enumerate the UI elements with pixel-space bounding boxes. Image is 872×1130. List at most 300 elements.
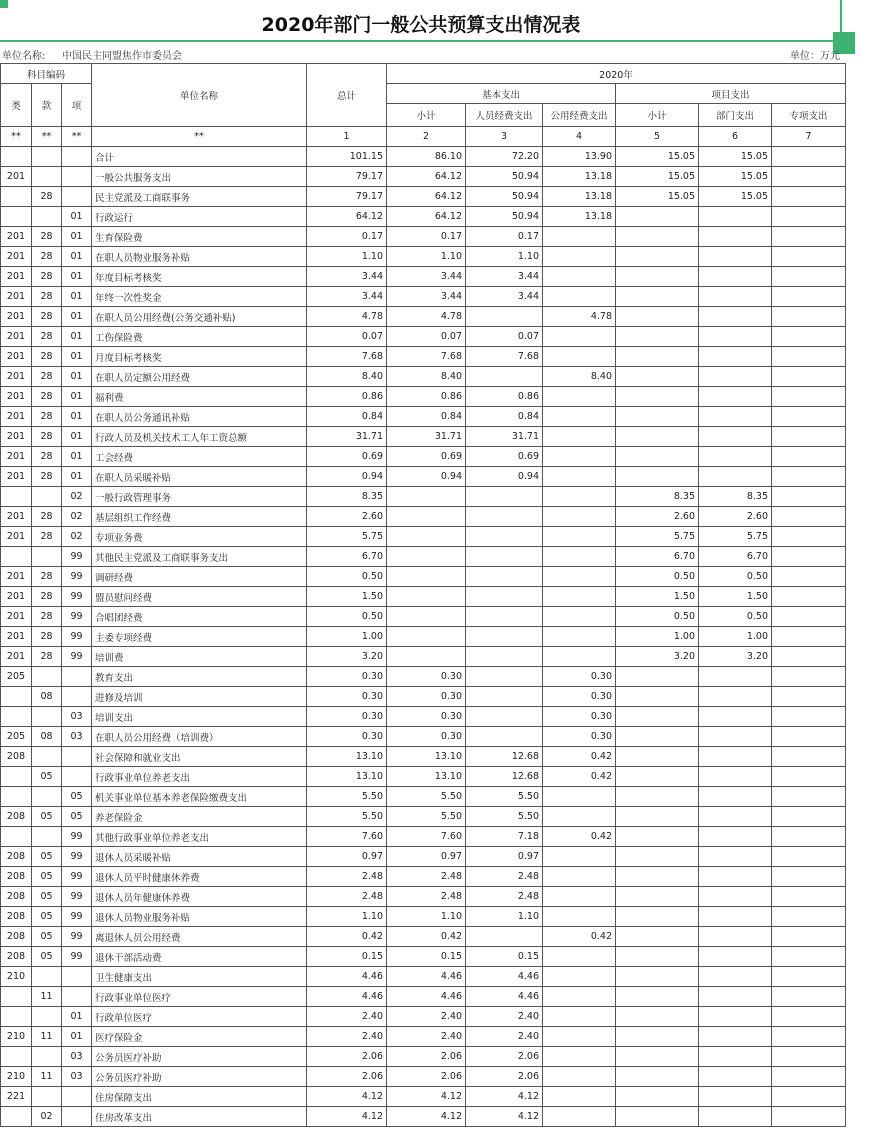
basic-subtotal-cell: 3.44 [387,267,466,287]
dept-cell: 1.00 [699,627,772,647]
xiang-cell: 99 [62,607,92,627]
basic-subtotal-cell: 5.50 [387,787,466,807]
kuan-cell: 05 [32,887,62,907]
dept-cell [699,907,772,927]
dept-cell [699,287,772,307]
item-name-cell: 主委专项经费 [92,627,307,647]
total-cell: 7.68 [307,347,387,367]
kuan-cell [32,967,62,987]
special-expense-header: 专项支出 [772,104,846,127]
basic-subtotal-cell: 4.46 [387,967,466,987]
project-subtotal-cell [616,967,699,987]
personnel-cell [466,507,543,527]
total-cell: 3.44 [307,267,387,287]
dept-cell [699,427,772,447]
public-cell: 0.30 [543,687,616,707]
item-name-cell: 生育保险费 [92,227,307,247]
lei-cell [1,767,32,787]
project-subtotal-cell [616,367,699,387]
item-name-cell: 在职人员公用经费(公务交通补贴) [92,307,307,327]
public-cell [543,907,616,927]
dept-cell [699,1027,772,1047]
lei-cell: 201 [1,287,32,307]
special-cell [772,147,846,167]
total-cell: 0.50 [307,607,387,627]
dept-cell: 0.50 [699,567,772,587]
project-subtotal-header: 小计 [616,104,699,127]
table-row [1,1007,846,1027]
personnel-cell: 5.50 [466,787,543,807]
table-row [1,187,846,207]
xiang-cell: 99 [62,587,92,607]
personnel-cell: 7.68 [466,347,543,367]
total-cell: 0.86 [307,387,387,407]
xiang-cell [62,687,92,707]
kuan-cell: 05 [32,907,62,927]
page-title: 2020年部门一般公共预算支出情况表 [261,14,581,36]
basic-subtotal-cell: 0.07 [387,327,466,347]
kuan-cell: 28 [32,367,62,387]
personnel-cell [466,567,543,587]
dept-cell [699,887,772,907]
lei-cell: 201 [1,267,32,287]
dept-cell [699,1007,772,1027]
personnel-expense-header: 人员经费支出 [466,104,543,127]
project-subtotal-cell [616,887,699,907]
project-subtotal-cell [616,447,699,467]
public-cell [543,847,616,867]
dept-cell [699,307,772,327]
item-name-cell: 在职人员物业服务补贴 [92,247,307,267]
public-cell: 13.18 [543,187,616,207]
table-row [1,907,846,927]
total-cell: 2.40 [307,1027,387,1047]
personnel-cell: 4.46 [466,967,543,987]
public-cell [543,487,616,507]
lei-cell [1,1047,32,1067]
public-cell [543,1027,616,1047]
project-expense-header: 项目支出 [616,84,846,104]
total-cell: 13.10 [307,767,387,787]
xiang-cell: 01 [62,1007,92,1027]
basic-subtotal-cell: 13.10 [387,747,466,767]
dept-cell: 8.35 [699,487,772,507]
basic-subtotal-cell: 1.10 [387,907,466,927]
public-cell [543,227,616,247]
personnel-cell: 0.86 [466,387,543,407]
lei-cell: 205 [1,667,32,687]
personnel-cell: 2.06 [466,1047,543,1067]
total-cell: 31.71 [307,427,387,447]
lei-cell: 208 [1,747,32,767]
personnel-cell: 3.44 [466,287,543,307]
special-cell [772,427,846,447]
table-row [1,927,846,947]
table-row [1,327,846,347]
special-cell [772,787,846,807]
total-header: 总计 [307,64,387,127]
special-cell [772,967,846,987]
table-row [1,1087,846,1107]
xiang-cell: 03 [62,1047,92,1067]
total-cell: 1.00 [307,627,387,647]
xiang-cell: 01 [62,247,92,267]
basic-subtotal-cell: 2.06 [387,1047,466,1067]
lei-cell: 201 [1,627,32,647]
public-cell [543,967,616,987]
column-index-cell: 4 [543,127,616,147]
project-subtotal-cell: 6.70 [616,547,699,567]
kuan-cell: 28 [32,287,62,307]
public-cell [543,447,616,467]
xiang-cell [62,147,92,167]
lei-cell: 201 [1,327,32,347]
project-subtotal-cell [616,927,699,947]
lei-cell: 208 [1,867,32,887]
kuan-cell [32,707,62,727]
lei-cell: 201 [1,467,32,487]
kuan-cell: 05 [32,947,62,967]
xiang-cell [62,1087,92,1107]
table-row [1,427,846,447]
kuan-cell: 28 [32,347,62,367]
kuan-cell [32,787,62,807]
personnel-cell: 0.69 [466,447,543,467]
column-index-row [1,127,846,147]
personnel-cell: 2.06 [466,1067,543,1087]
kuan-cell: 28 [32,387,62,407]
xiang-cell [62,747,92,767]
kuan-cell: 28 [32,507,62,527]
basic-subtotal-cell [387,567,466,587]
public-cell [543,507,616,527]
total-cell: 0.69 [307,447,387,467]
lei-cell: 201 [1,367,32,387]
total-cell: 101.15 [307,147,387,167]
public-cell [543,1007,616,1027]
kuan-cell [32,147,62,167]
personnel-cell: 5.50 [466,807,543,827]
table-row [1,467,846,487]
xiang-cell: 02 [62,527,92,547]
lei-cell [1,707,32,727]
personnel-cell [466,547,543,567]
total-cell: 2.06 [307,1067,387,1087]
kuan-cell [32,1047,62,1067]
kuan-cell [32,547,62,567]
basic-subtotal-cell [387,487,466,507]
table-row [1,387,846,407]
special-cell [772,187,846,207]
table-row [1,767,846,787]
special-cell [772,927,846,947]
basic-subtotal-cell: 7.68 [387,347,466,367]
lei-cell: 201 [1,307,32,327]
total-cell: 0.50 [307,567,387,587]
total-cell: 2.06 [307,1047,387,1067]
dept-cell [699,207,772,227]
dept-cell: 2.60 [699,507,772,527]
kuan-cell: 28 [32,327,62,347]
dept-cell [699,1047,772,1067]
item-name-cell: 住房保障支出 [92,1087,307,1107]
item-name-cell: 退休干部活动费 [92,947,307,967]
xiang-cell [62,967,92,987]
public-cell [543,1087,616,1107]
project-subtotal-cell [616,1047,699,1067]
dept-cell [699,987,772,1007]
project-subtotal-cell [616,387,699,407]
total-cell: 13.10 [307,747,387,767]
project-subtotal-cell [616,827,699,847]
unit-name-label: 单位名称: [2,51,46,62]
table-row [1,867,846,887]
project-subtotal-cell [616,347,699,367]
column-index-cell: 1 [307,127,387,147]
dept-cell [699,407,772,427]
item-name-cell: 公务员医疗补助 [92,1047,307,1067]
total-cell: 4.12 [307,1107,387,1127]
public-cell [543,587,616,607]
special-cell [772,1007,846,1027]
dept-cell [699,747,772,767]
special-cell [772,1107,846,1127]
total-cell: 4.46 [307,987,387,1007]
kuan-cell: 28 [32,427,62,447]
special-cell [772,587,846,607]
item-name-cell: 专项业务费 [92,527,307,547]
lei-cell: 201 [1,587,32,607]
xiang-cell [62,767,92,787]
lei-cell [1,207,32,227]
public-cell: 0.30 [543,707,616,727]
public-cell [543,987,616,1007]
personnel-cell: 0.84 [466,407,543,427]
special-cell [772,367,846,387]
basic-subtotal-cell: 31.71 [387,427,466,447]
project-subtotal-cell [616,207,699,227]
public-cell [543,347,616,367]
project-subtotal-cell [616,747,699,767]
public-cell [543,407,616,427]
lei-cell [1,147,32,167]
xiang-cell: 01 [62,307,92,327]
kuan-cell: 11 [32,1027,62,1047]
dept-cell: 5.75 [699,527,772,547]
table-row [1,987,846,1007]
public-cell: 0.42 [543,747,616,767]
kuan-cell: 28 [32,467,62,487]
kuan-cell: 28 [32,407,62,427]
total-cell: 0.42 [307,927,387,947]
basic-subtotal-cell: 64.12 [387,167,466,187]
special-cell [772,687,846,707]
basic-subtotal-cell: 64.12 [387,207,466,227]
personnel-cell [466,727,543,747]
kuan-cell [32,167,62,187]
personnel-cell: 1.10 [466,247,543,267]
basic-subtotal-cell: 0.42 [387,927,466,947]
public-cell: 13.18 [543,167,616,187]
xiang-cell: 01 [62,427,92,447]
public-cell [543,267,616,287]
personnel-cell: 0.07 [466,327,543,347]
lei-cell: 210 [1,1027,32,1047]
table-row [1,1027,846,1047]
dept-cell: 0.50 [699,607,772,627]
basic-subtotal-cell: 0.86 [387,387,466,407]
table-row [1,707,846,727]
basic-subtotal-cell: 7.60 [387,827,466,847]
xiang-cell: 01 [62,227,92,247]
public-cell: 13.90 [543,147,616,167]
personnel-cell: 0.94 [466,467,543,487]
item-name-cell: 公务员医疗补助 [92,1067,307,1087]
dept-cell [699,447,772,467]
kuan-cell: 28 [32,607,62,627]
xiang-cell [62,987,92,1007]
dept-cell [699,347,772,367]
project-subtotal-cell [616,1007,699,1027]
item-name-cell: 退休人员平时健康休养费 [92,867,307,887]
table-row [1,1067,846,1087]
item-name-cell: 教育支出 [92,667,307,687]
table-row [1,827,846,847]
special-cell [772,867,846,887]
table-row [1,1107,846,1127]
personnel-cell [466,687,543,707]
special-cell [772,247,846,267]
table-row [1,567,846,587]
table-row [1,267,846,287]
special-cell [772,1087,846,1107]
public-cell [543,607,616,627]
special-cell [772,647,846,667]
xiang-cell: 99 [62,887,92,907]
table-row [1,947,846,967]
public-cell [543,527,616,547]
item-name-cell: 退休人员年健康休养费 [92,887,307,907]
project-subtotal-cell [616,787,699,807]
item-name-cell: 养老保险金 [92,807,307,827]
kuan-cell [32,667,62,687]
special-cell [772,1027,846,1047]
basic-subtotal-cell: 2.48 [387,887,466,907]
public-cell: 0.42 [543,927,616,947]
lei-cell: 201 [1,347,32,367]
table-row [1,607,846,627]
lei-cell: 201 [1,527,32,547]
kuan-cell: 28 [32,187,62,207]
item-name-cell: 进修及培训 [92,687,307,707]
basic-subtotal-cell: 0.30 [387,667,466,687]
basic-subtotal-cell: 4.12 [387,1087,466,1107]
dept-cell [699,1087,772,1107]
project-subtotal-cell [616,1087,699,1107]
personnel-cell: 31.71 [466,427,543,447]
public-cell [543,887,616,907]
xiang-cell: 01 [62,447,92,467]
project-subtotal-cell: 1.50 [616,587,699,607]
basic-subtotal-cell [387,627,466,647]
basic-subtotal-cell: 0.15 [387,947,466,967]
item-name-cell: 医疗保险金 [92,1027,307,1047]
table-row [1,407,846,427]
basic-subtotal-cell: 0.30 [387,727,466,747]
xiang-cell: 01 [62,267,92,287]
special-cell [772,667,846,687]
personnel-cell: 12.68 [466,767,543,787]
xiang-cell: 99 [62,547,92,567]
public-cell [543,627,616,647]
project-subtotal-cell [616,327,699,347]
special-cell [772,547,846,567]
item-name-cell: 在职人员公用经费（培训费） [92,727,307,747]
basic-subtotal-cell: 0.97 [387,847,466,867]
public-cell [543,247,616,267]
lei-cell: 208 [1,887,32,907]
item-name-cell: 月度目标考核奖 [92,347,307,367]
table-row [1,207,846,227]
dept-cell: 15.05 [699,167,772,187]
personnel-cell [466,667,543,687]
public-cell [543,1047,616,1067]
kuan-cell [32,747,62,767]
project-subtotal-cell [616,427,699,447]
public-cell [543,1067,616,1087]
lei-cell [1,787,32,807]
lei-cell: 201 [1,647,32,667]
dept-cell [699,267,772,287]
project-subtotal-cell [616,727,699,747]
table-row [1,727,846,747]
table-row [1,227,846,247]
xiang-cell: 03 [62,1067,92,1087]
special-cell [772,727,846,747]
personnel-cell: 4.12 [466,1107,543,1127]
dept-cell [699,767,772,787]
lei-cell: 201 [1,507,32,527]
xiang-cell: 99 [62,907,92,927]
project-subtotal-cell [616,807,699,827]
xiang-cell: 01 [62,1027,92,1047]
dept-cell [699,827,772,847]
dept-cell [699,1107,772,1127]
xiang-cell [62,667,92,687]
lei-cell: 221 [1,1087,32,1107]
dept-cell [699,687,772,707]
xiang-cell: 01 [62,367,92,387]
basic-subtotal-cell [387,527,466,547]
project-subtotal-cell: 5.75 [616,527,699,547]
xiang-cell: 01 [62,467,92,487]
project-subtotal-cell: 3.20 [616,647,699,667]
xiang-cell: 05 [62,807,92,827]
kuan-cell: 08 [32,687,62,707]
lei-cell [1,687,32,707]
item-name-cell: 合唱团经费 [92,607,307,627]
xiang-cell: 01 [62,287,92,307]
personnel-cell [466,927,543,947]
special-cell [772,327,846,347]
dept-cell [699,947,772,967]
lei-cell: 201 [1,167,32,187]
dept-cell: 3.20 [699,647,772,667]
table-row [1,147,846,167]
total-cell: 0.07 [307,327,387,347]
project-subtotal-cell [616,707,699,727]
project-subtotal-cell: 2.60 [616,507,699,527]
